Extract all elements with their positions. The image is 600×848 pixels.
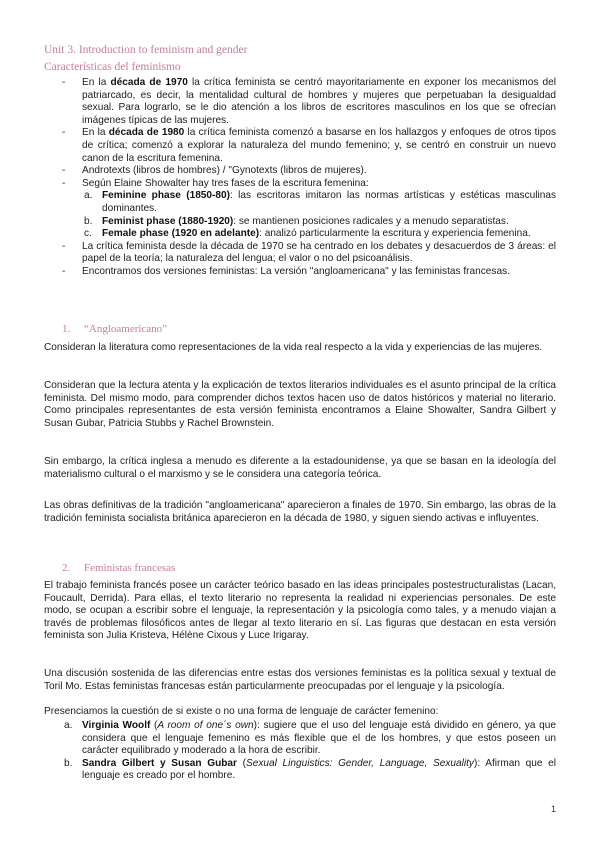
phase-item: b. Feminist phase (1880-1920): se mantienen posiciones radicales y a menudo separatistas. bbox=[84, 215, 509, 227]
list-item: - Según Elaine Showalter hay tres fases de la escritura femenina: a. Feminine phase (1850-80): las escritoras imitaron las normas artísticas y estéticas masculinas dominantes. b. Feminist phase (1880-1920): se mantienen posiciones radicales y a menudo separatistas. c. Female phase (1920 en adelante): analizó particularmente la escritura y experiencia femenina. bbox=[62, 178, 556, 241]
list-item: a. Virginia Woolf (A room of one´s own): sugiere que el uso del lenguaje está dividido en género, ya que considera que el lenguaje femenino es más flexible que el de los hombres, y que estos poseen un carácter equilibrado y moderado a la hora de escribir. bbox=[64, 720, 556, 757]
paragraph: Consideran que la lectura atenta y la explicación de textos literarios individuales es el asunto principal de la crítica feminista. Del mismo modo, para comprender dichos textos hacen uso de datos históricos y material no literario. Como principales representantes de esta versión feminista encontramos a Elaine Showalter, Sandra Gilbert y Susan Gubar, Patricia Stubbs y Rachel Brownstein. bbox=[44, 380, 556, 429]
phase-item: a. Feminine phase (1850-80): las escritoras imitaron las normas artísticas y estéticas masculinas dominantes. bbox=[84, 190, 556, 214]
list-item: - Encontramos dos versiones feministas: La versión "angloamericana" y las feministas francesas. bbox=[62, 266, 556, 279]
list-item: - En la década de 1980 la crítica feminista comenzó a basarse en los hallazgos y enfoques de otros tipos de crítica; comenzó a explorar la naturaleza del mundo femenino; y, se centró en construir un nuevo canon de la escritura femenina. bbox=[62, 127, 556, 165]
phase-item: c. Female phase (1920 en adelante): analizó particularmente la escritura y experiencia femenina. bbox=[84, 228, 531, 240]
phases-list bbox=[82, 190, 556, 240]
section-heading-angloamericano: 1. “Angloamericano” bbox=[62, 323, 168, 335]
page-number: 1 bbox=[550, 804, 556, 814]
paragraph: Una discusión sostenida de las diferencias entre estas dos versiones feministas es la política sexual y textual de Toril Mo. Estas feministas francesas están particularmente preocupadas por el lenguaje y la psicología. bbox=[44, 668, 556, 692]
section-title: Características del feminismo bbox=[44, 61, 181, 73]
language-list bbox=[62, 720, 556, 783]
list-item: - En la década de 1970 la crítica feminista se centró mayoritariamente en exponer los mecanismos del patriarcado, es decir, la mentalidad cultural de hombres y mujeres que perpetuaban la desigualdad sexual. Para lograrlo, se le dio atención a los libros de escritores masculinos en los que se ofrecían imágenes típicas de las mujeres. bbox=[62, 77, 556, 127]
unit-title: Unit 3. Introduction to feminism and gender bbox=[44, 44, 248, 56]
paragraph: Las obras definitivas de la tradición "angloamericana" aparecieron a finales de 1970. Sin embargo, las obras de la tradición feminista socialista británica aparecieron en la década de 1980, y siguen siendo activas e influyentes. bbox=[44, 500, 556, 524]
section-heading-feministas-francesas: 2. Feministas francesas bbox=[62, 562, 176, 574]
paragraph: Presenciamos la cuestión de si existe o no una forma de lenguaje de carácter femenino: bbox=[44, 706, 439, 717]
list-item: b. Sandra Gilbert y Susan Gubar (Sexual Linguistics: Gender, Language, Sexuality): Afirman que el lenguaje es creado por el hombre. bbox=[64, 757, 556, 782]
paragraph: El trabajo feminista francés posee un carácter teórico basado en las ideas principales postestructuralistas (Lacan, Foucault, Derrida). Para ellas, el texto literario no representa la realidad ni experiencias personales. De este modo, se ocupan a escribir sobre el lenguaje, la representación y la psicología como tales, y a menudo viajan a través de problemas filosóficos antes de llegar al texto literario en sí. Las figuras que destacan en esta versión feminista son Julia Kristeva, Hélène Cixous y Luce Irigaray. bbox=[44, 580, 556, 642]
list-item: - Androtexts (libros de hombres) / "Gynotexts (libros de mujeres). bbox=[62, 165, 556, 178]
paragraph: Consideran la literatura como representaciones de la vida real respecto a la vida y experiencias de las mujeres. bbox=[44, 342, 543, 353]
features-list bbox=[62, 77, 556, 279]
paragraph: Sin embargo, la crítica inglesa a menudo es diferente a la estadounidense, ya que se basan en la ideología del materialismo cultural o el marxismo y se le considera una categoría teórica. bbox=[44, 456, 556, 480]
list-item: - La crítica feminista desde la década de 1970 se ha centrado en los debates y desacuerdos de 3 áreas: el papel de la teoría; la naturaleza del lengua; el valor o no del psicoanálisis. bbox=[62, 241, 556, 266]
